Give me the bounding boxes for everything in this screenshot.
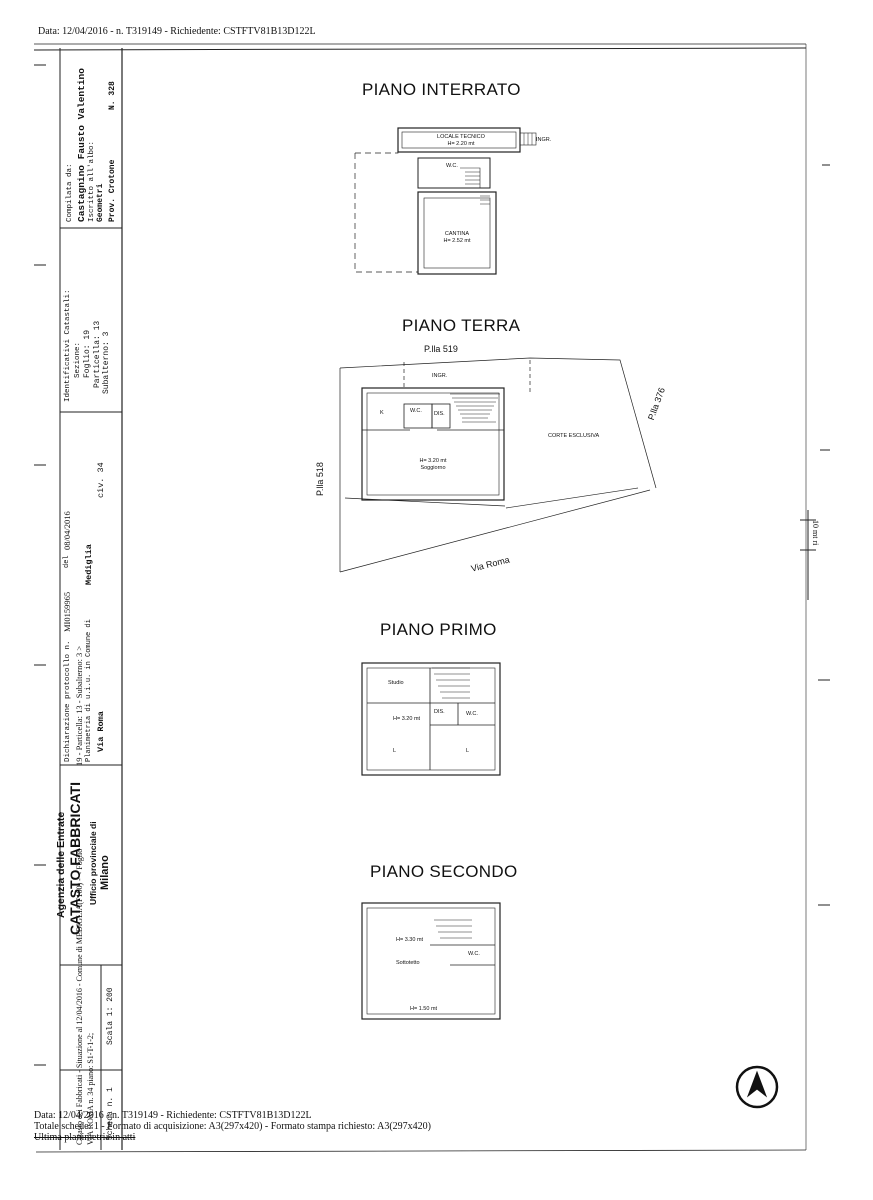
plla-376-label: P.lla 376 (646, 386, 667, 422)
subalterno-value: Subalterno: 3 (102, 331, 111, 394)
prov-value: Prov. Crotone (108, 159, 117, 222)
del-label: del (63, 555, 71, 568)
albo-number: N. 328 (108, 81, 117, 110)
cantina-label: CANTINA (444, 231, 470, 237)
dichiarazione-line1: Dichiarazione protocollo n. (64, 640, 72, 762)
scheda-label: Scheda n. 1 (106, 1087, 115, 1140)
via-value: Via Roma (96, 711, 106, 752)
ingr-label-interrato: INGR. (536, 137, 552, 143)
civ-value: civ. 34 (96, 462, 106, 498)
secondo-height-1: H= 3.30 mt (396, 937, 424, 943)
corte-esclusiva-label: CORTE ESCLUSIVA (548, 433, 600, 439)
dis-label-terra: DIS. (434, 411, 445, 417)
wc-label-interrato: W.C. (446, 163, 458, 169)
north-arrow-icon (737, 1067, 777, 1107)
iscritto-label: Iscritto all'albo: (88, 140, 96, 222)
studio-label: Studio (388, 680, 404, 686)
soggiorno-label: Soggiorno (420, 465, 446, 471)
particella-value: Particella: 13 (93, 320, 102, 388)
compilata-label: Compilata da: (66, 163, 74, 222)
scale-bar-label: 10 mt ri (811, 520, 820, 546)
l1-label: L (393, 748, 397, 754)
agenzia-line1: Agenzia delle Entrate (55, 811, 67, 918)
sottotetto-label: Sottotetto (396, 960, 420, 966)
floor-title-secondo: PIANO SECONDO (370, 862, 518, 881)
agenzia-line2: CATASTO FABBRICATI (67, 782, 83, 935)
k-label: K (380, 410, 384, 416)
dis-label-primo: DIS. (434, 709, 445, 715)
sezione-label: Sezione: (74, 341, 82, 378)
wc-label-primo: W.C. (466, 711, 478, 717)
wc-label-secondo: W.C. (468, 951, 480, 957)
terra-height: H= 3.20 mt (419, 458, 447, 464)
protocollo-value: MI0159965 (62, 591, 72, 632)
cantina-height: H= 2.52 mt (443, 238, 471, 244)
locale-tecnico-label: LOCALE TECNICO (437, 134, 485, 140)
agenzia-line4: Milano (99, 855, 111, 890)
via-line-text: VIA ROMA n. 34 piano: S1-T-1-2; (86, 1032, 95, 1145)
footer-line3: Ultima planimetria in atti (34, 1132, 136, 1143)
header-text: Data: 12/04/2016 - n. T319149 - Richiedente: CSTFTV81B13D122L (38, 26, 316, 37)
floor-title-primo: PIANO PRIMO (380, 620, 497, 639)
comune-value: Mediglia (84, 544, 94, 585)
via-roma-label: Via Roma (470, 554, 511, 574)
ingr-label-terra: INGR. (432, 373, 448, 379)
scala-label: Scala 1: 200 (106, 987, 115, 1045)
secondo-height-2: H= 1.50 mt (410, 1006, 438, 1012)
dichiarazione-line3: Planimetria di u.i.u. in Comune di (85, 619, 93, 762)
dichiarazione-date: 08/04/2016 (62, 511, 72, 550)
albo-value: Geometri (96, 183, 105, 222)
footer-line1: Data: 12/04/2016 - n. T319149 - Richiedente: CSTFTV81B13D122L (34, 1110, 312, 1121)
l2-label: L (466, 748, 470, 754)
plla-519-label: P.lla 519 (424, 344, 458, 354)
primo-height: H= 3.20 mt (393, 716, 421, 722)
wc-label-terra: W.C. (410, 408, 422, 414)
situazione-text: Catasto dei Fabbricati - Situazione al 12/04/2016 - Comune di MEDIGLIA(F100) - < Foglio (75, 848, 84, 1145)
foglio-value: Foglio: 19 (83, 329, 92, 378)
compilata-name: Castagnino Fausto Valentino (76, 68, 87, 222)
locale-tecnico-height: H= 2.20 mt (447, 141, 475, 147)
footer-line2: Totale schede: 1 - Formato di acquisizione: A3(297x420) - Formato stampa richiesto: A3(297x420) (34, 1121, 431, 1132)
identificativi-label: Identificativi Catastali: (64, 289, 72, 402)
plla-518-label: P.lla 518 (315, 462, 325, 496)
dichiarazione-line2: 19 - Particella: 13 - Subalterno: 3 > (74, 645, 84, 766)
agenzia-line3: Ufficio provinciale di (88, 821, 98, 905)
floor-title-interrato: PIANO INTERRATO (362, 80, 521, 99)
floor-title-terra: PIANO TERRA (402, 316, 521, 335)
